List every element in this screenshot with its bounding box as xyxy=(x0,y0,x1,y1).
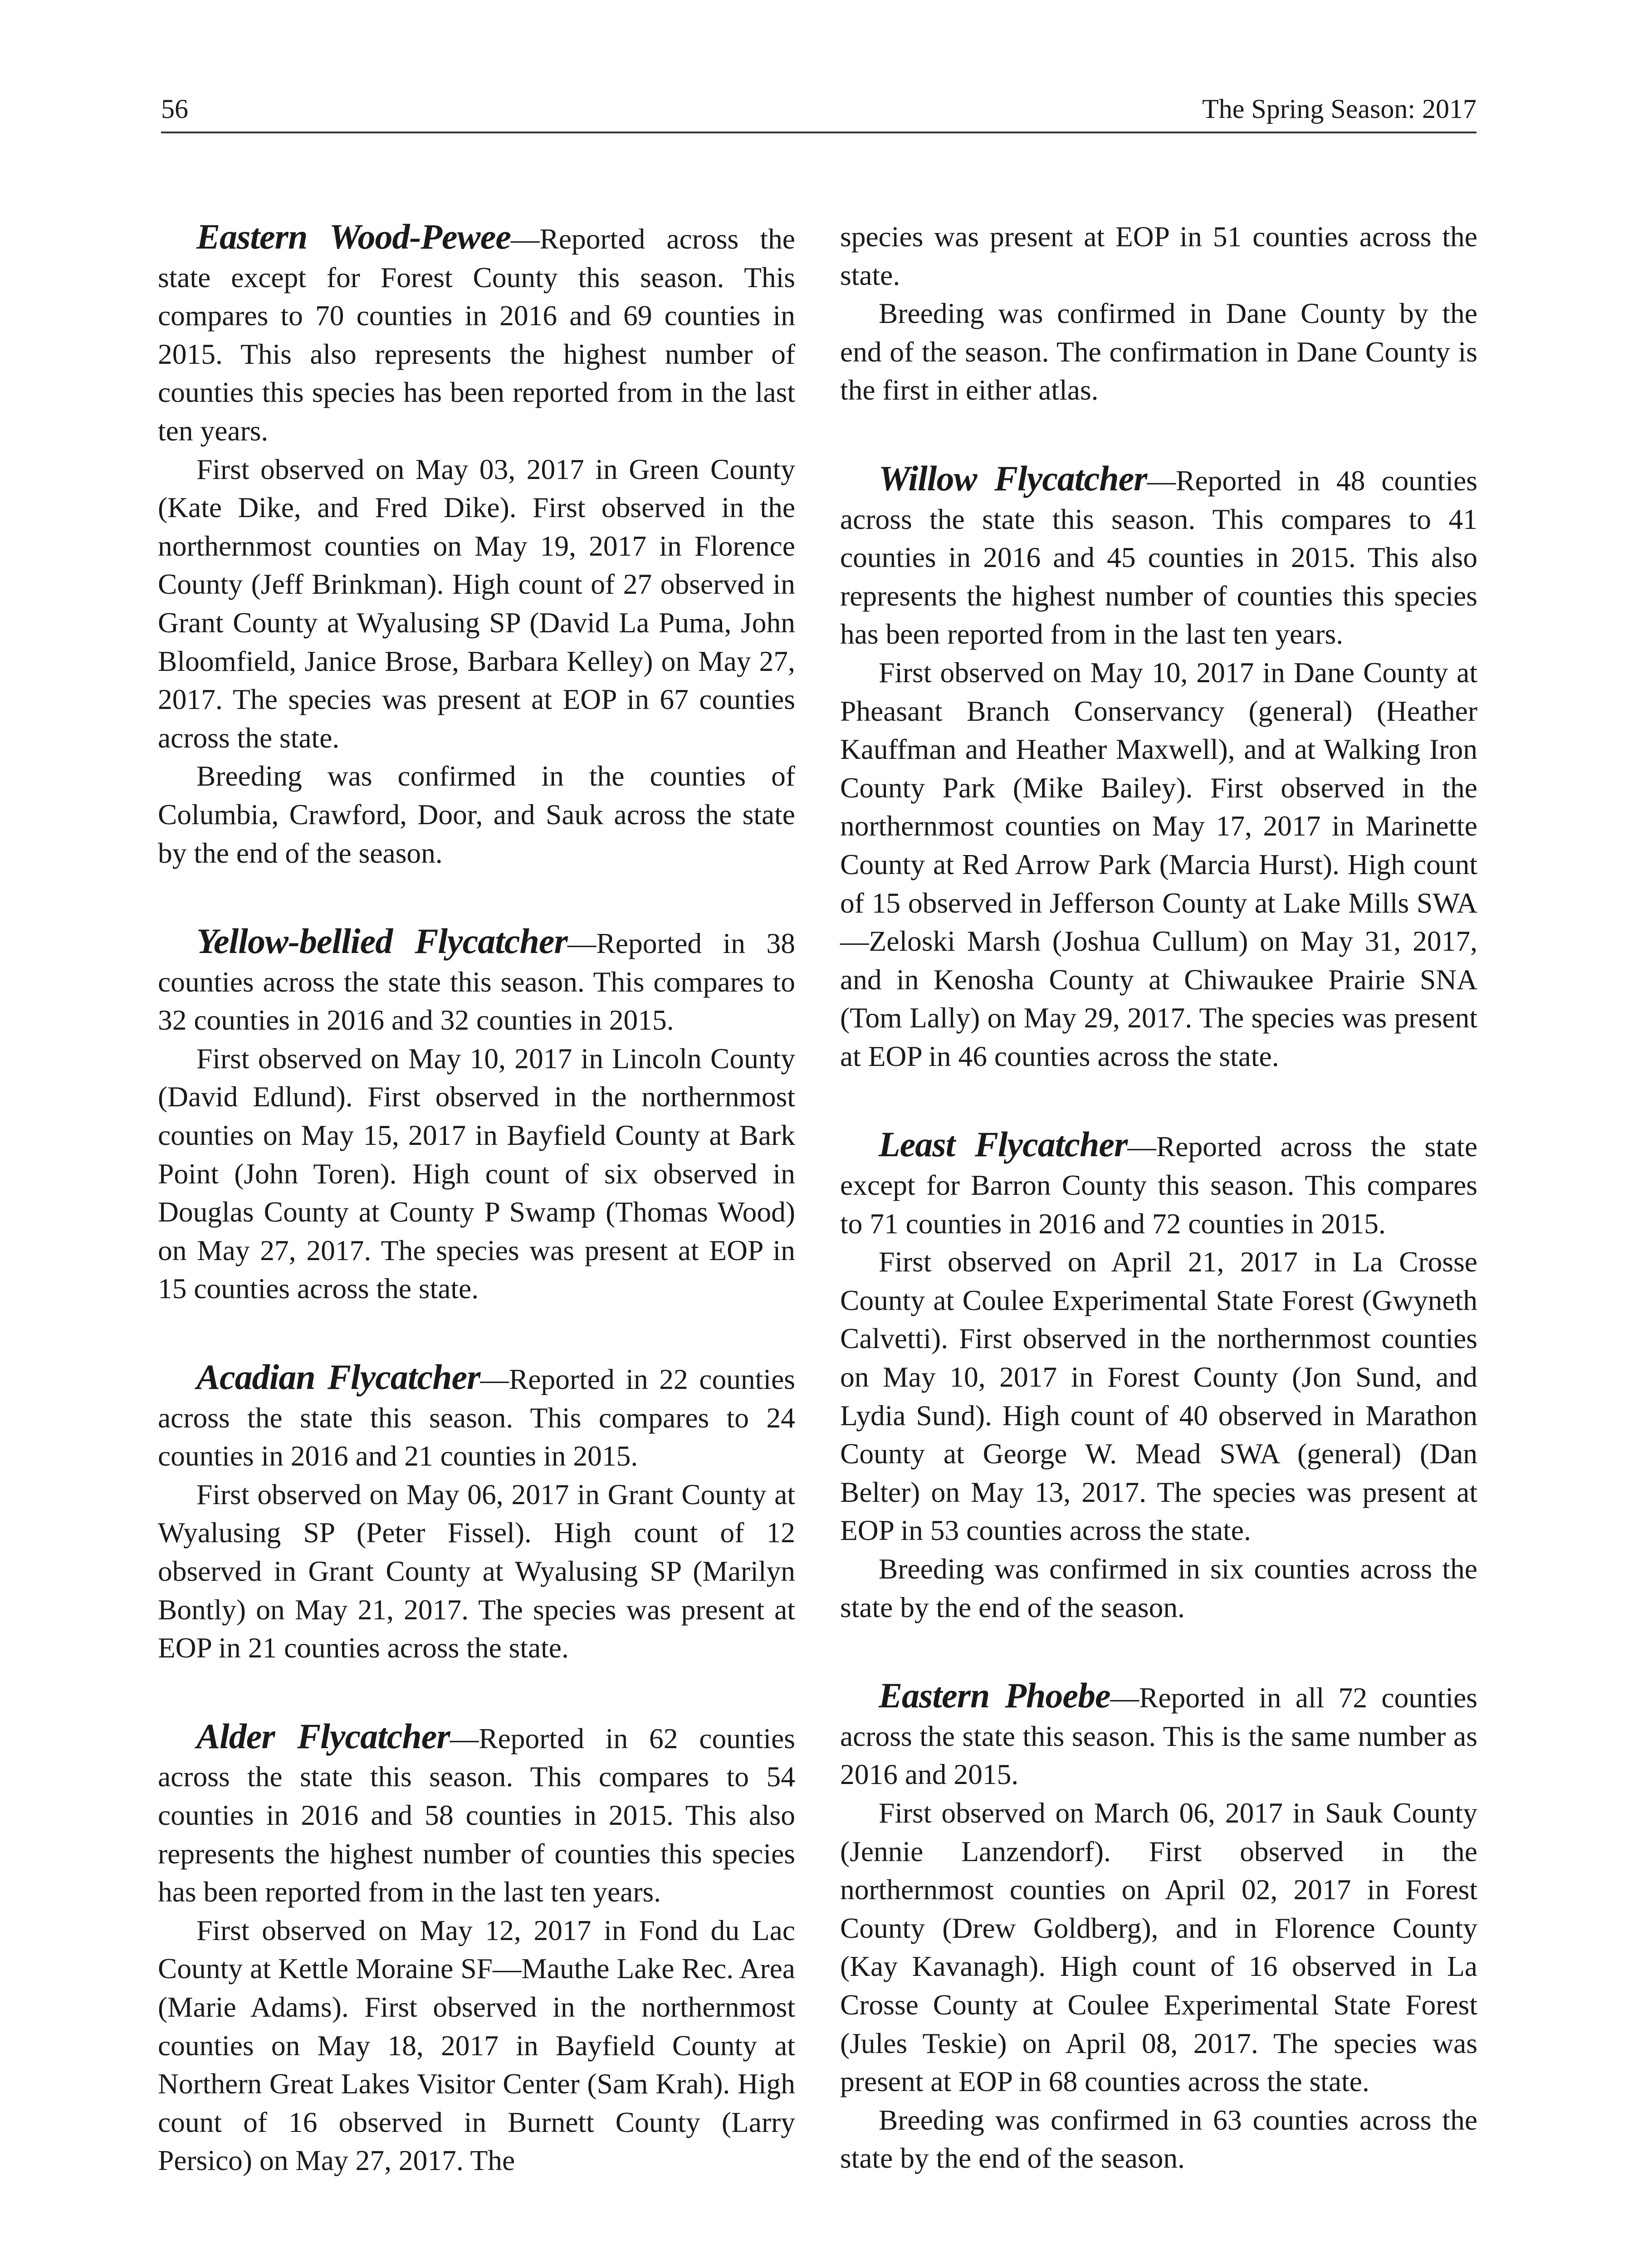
species-summary: —Reported in 48 counties across the state this season. This compares to 41 counties in 2016 and 45 counties in 2015. This also represents the highest number of counties this species has been reported from in the last ten years. xyxy=(840,464,1477,650)
species-entry-willow-flycatcher xyxy=(840,459,1477,1076)
species-entry-acadian-flycatcher xyxy=(158,1358,795,1667)
species-name: Yellow-bellied Flycatcher xyxy=(196,921,567,961)
right-column xyxy=(840,218,1477,2228)
observation-paragraph: First observed on April 21, 2017 in La Crosse County at Coulee Experimental State Forest (Gwyneth Calvetti). First observed in the northernmost counties on May 10, 2017 in Forest County (Jon Sund, and Lydia Sund). High count of 40 observed in Marathon County at George W. Mead SWA (general) (Dan Belter) on May 13, 2017. The species was present at EOP in 53 counties across the state. xyxy=(840,1246,1477,1547)
left-column xyxy=(158,218,795,2230)
breeding-paragraph: Breeding was confirmed in six counties across the state by the end of the season. xyxy=(840,1553,1477,1623)
observation-paragraph: First observed on May 06, 2017 in Grant County at Wyalusing SP (Peter Fissel). High count of 12 observed in Grant County at Wyalusing SP (Marilyn Bontly) on May 21, 2017. The species was present at EOP in 21 counties across the state. xyxy=(158,1478,795,1664)
species-paragraph xyxy=(158,218,795,450)
observation-paragraph: First observed on May 10, 2017 in Dane County at Pheasant Branch Conservancy (general) (Heather Kauffman and Heather Maxwell), and at Walking Iron County Park (Mike Bailey). First observed in the northernmost counties on May 17, 2017 in Marinette County at Red Arrow Park (Marcia Hurst). High count of 15 observed in Jefferson County at Lake Mills SWA—Zeloski Marsh (Joshua Cullum) on May 31, 2017, and in Kenosha County at Chiwaukee Prairie SNA (Tom Lally) on May 29, 2017. The species was present at EOP in 46 counties across the state. xyxy=(840,656,1477,1072)
species-name: Alder Flycatcher xyxy=(196,1716,450,1756)
species-entry-least-flycatcher xyxy=(840,1125,1477,1627)
running-title: The Spring Season: 2017 xyxy=(1202,94,1477,124)
species-summary: —Reported in 62 counties across the state this season. This compares to 54 counties in 2016 and 58 counties in 2015. This also represents the highest number of counties this species has been reported from in the last ten years. xyxy=(158,1722,795,1908)
breeding-paragraph: Breeding was confirmed in Dane County by the end of the season. The confirmation in Dane County is the first in either atlas. xyxy=(840,297,1477,406)
species-name: Willow Flycatcher xyxy=(879,458,1147,498)
species-entry-alder-flycatcher xyxy=(158,1717,795,2180)
species-paragraph xyxy=(158,922,795,1040)
species-name: Eastern Phoebe xyxy=(879,1676,1110,1716)
species-name: Acadian Flycatcher xyxy=(196,1357,480,1397)
species-entry-eastern-wood-pewee xyxy=(158,218,795,872)
page-number: 56 xyxy=(161,94,188,124)
observation-paragraph: First observed on March 06, 2017 in Sauk County (Jennie Lanzendorf). First observed in the northernmost counties on April 02, 2017 in Forest County (Drew Goldberg), and in Florence County (Kay Kavanagh). High count of 16 observed in La Crosse County at Coulee Experimental State Forest (Jules Teskie) on April 08, 2017. The species was present at EOP in 68 counties across the state. xyxy=(840,1796,1477,2098)
species-name: Least Flycatcher xyxy=(879,1124,1128,1164)
species-paragraph xyxy=(840,1677,1477,1794)
species-paragraph xyxy=(158,1358,795,1476)
species-paragraph xyxy=(840,1125,1477,1243)
breeding-paragraph: Breeding was confirmed in the counties of Columbia, Crawford, Door, and Sauk across the state by the end of the season. xyxy=(158,760,795,869)
species-name: Eastern Wood-Pewee xyxy=(196,217,511,256)
page-header xyxy=(161,86,1477,133)
observation-paragraph: First observed on May 03, 2017 in Green County (Kate Dike, and Fred Dike). First observed in the northernmost counties on May 19, 2017 in Florence County (Jeff Brinkman). High count of 27 observed in Grant County at Wyalusing SP (David La Puma, John Bloomfield, Janice Brose, Barbara Kelley) on May 27, 2017. The species was present at EOP in 67 counties across the state. xyxy=(158,453,795,754)
species-summary: —Reported across the state except for Barron County this season. This compares to 71 counties in 2016 and 72 counties in 2015. xyxy=(840,1130,1478,1240)
species-entry-yellow-bellied-flycatcher xyxy=(158,922,795,1308)
continuation-paragraph: species was present at EOP in 51 counties across the state. xyxy=(840,220,1477,291)
species-summary: —Reported in all 72 counties across the state this season. This is the same number as 2016 and 2015. xyxy=(840,1681,1477,1791)
species-paragraph xyxy=(158,1717,795,1911)
observation-paragraph: First observed on May 10, 2017 in Lincoln County (David Edlund). First observed in the northernmost counties on May 15, 2017 in Bayfield County at Bark Point (John Toren). High count of six observed in Douglas County at County P Swamp (Thomas Wood) on May 27, 2017. The species was present at EOP in 15 counties across the state. xyxy=(158,1042,795,1305)
breeding-paragraph: Breeding was confirmed in 63 counties across the state by the end of the season. xyxy=(840,2103,1477,2175)
species-summary: —Reported in 22 counties across the state this season. This compares to 24 counties in 2016 and 21 counties in 2015. xyxy=(158,1363,795,1472)
species-entry-eastern-phoebe xyxy=(840,1677,1477,2178)
species-summary: —Reported in 38 counties across the state this season. This compares to 32 counties in 2016 and 32 counties in 2015. xyxy=(158,927,796,1036)
species-summary: —Reported across the state except for Forest County this season. This compares to 70 counties in 2016 and 69 counties in 2015. This also represents the highest number of counties this species has been reported from in the last ten years. xyxy=(158,223,795,447)
species-paragraph xyxy=(840,459,1477,654)
alder-flycatcher-continuation xyxy=(840,218,1477,410)
observation-paragraph: First observed on May 12, 2017 in Fond du Lac County at Kettle Moraine SF—Mauthe Lake Rec. Area (Marie Adams). First observed in the northernmost counties on May 18, 2017 in Bayfield County at Northern Great Lakes Visitor Center (Sam Krah). High count of 16 observed in Burnett County (Larry Persico) on May 27, 2017. The xyxy=(158,1914,795,2177)
